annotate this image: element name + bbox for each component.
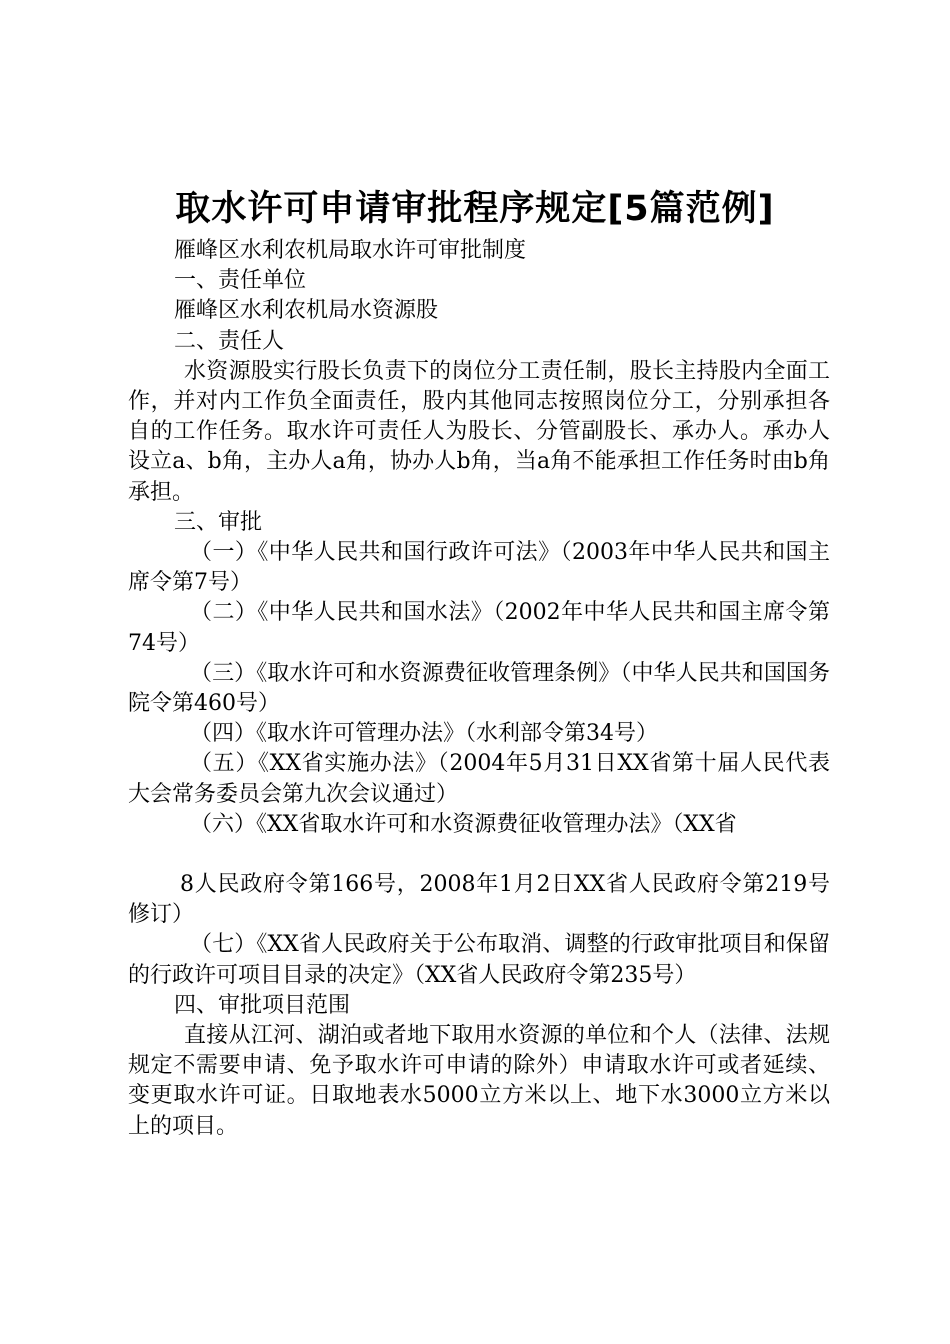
paragraph-bureau-name: 雁峰区水利农机局取水许可审批制度 [174, 238, 527, 263]
paragraph-unit-name: 雁峰区水利农机局水资源股 [174, 298, 439, 324]
law-item-1: （一）《中华人民共和国行政许可法》（2003年中华人民共和国主席令第7号） [128, 540, 830, 596]
heading-responsible-unit: 一、责任单位 [174, 268, 307, 294]
law-item-3: （三）《取水许可和水资源费征收管理条例》（中华人民共和国国务院令第460号） [128, 660, 830, 717]
paragraph-gap [128, 840, 830, 870]
document-body [128, 236, 830, 1142]
paragraph-approval-scope: 直接从江河、湖泊或者地下取用水资源的单位和个人（法律、法规规定不需要申请、免予取水许可申请的除外）申请取水许可或者延续、变更取水许可证。日取地表水5000立方米以上、地下水3000立方米以上的项目。 [128, 1023, 830, 1139]
paragraph-responsibility-system: 水资源股实行股长负责下的岗位分工责任制，股长主持股内全面工作，并对内工作负全面责任，股内其他同志按照岗位分工，分别承担各自的工作任务。取水许可责任人为股长、分管副股长、承办人。承办人设立a、b角，主办人a角，协办人b角，当a角不能承担工作任务时由b角承担。 [128, 358, 830, 505]
document-title: 取水许可申请审批程序规定[5篇范例] [175, 189, 775, 229]
heading-approval-scope: 四、审批项目范围 [174, 992, 351, 1018]
law-item-7: （七）《XX省人民政府关于公布取消、调整的行政审批项目和保留的行政许可项目目录的决定》（XX省人民政府令第235号） [128, 932, 830, 988]
law-item-2: （二）《中华人民共和国水法》（2002年中华人民共和国主席令第74号） [128, 600, 830, 656]
heading-approval: 三、审批 [174, 509, 263, 535]
law-item-4: （四）《取水许可管理办法》（水利部令第34号） [190, 721, 658, 747]
law-item-6: （六）《XX省取水许可和水资源费征收管理办法》（XX省 [190, 811, 737, 837]
law-item-5: （五）《XX省实施办法》（2004年5月31日XX省第十届人民代表大会常务委员会第九次会议通过） [128, 751, 830, 807]
heading-responsible-person: 二、责任人 [174, 328, 285, 354]
law-item-6-continued: 8人民政府令第166号，2008年1月2日XX省人民政府令第219号修订） [128, 872, 830, 928]
